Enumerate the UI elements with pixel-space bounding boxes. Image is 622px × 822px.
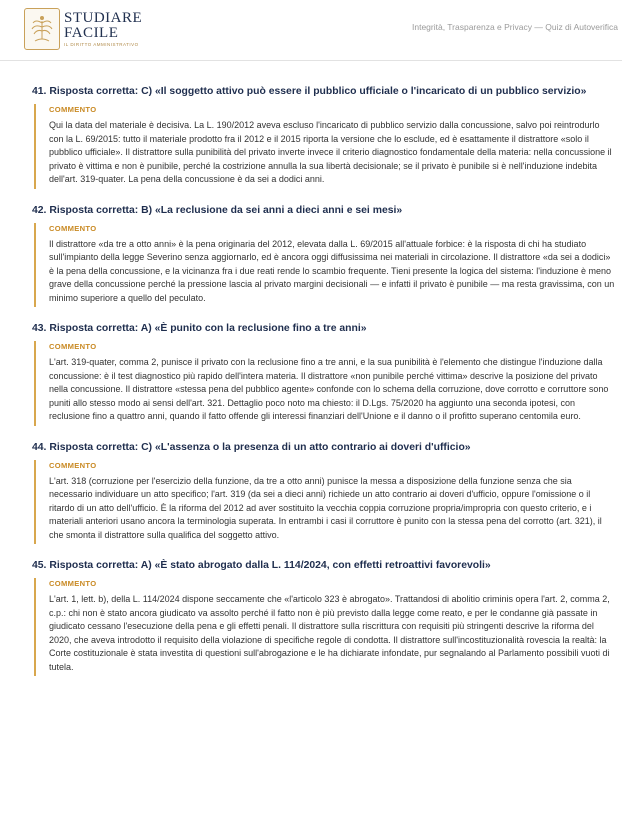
comment-text: L'art. 1, lett. b), della L. 114/2024 dispone seccamente che «l'articolo 323 è abrogato». Trattandosi di abolitio criminis opera l'art. 2, comma 2, c.p.: chi non è stato ancora giudicato va assolto perché il fatto non è più previsto dalla legge come reato, e per le condanne già passate in giudicato cessano l'esecuzione della pena e gli effetti penali. Il distrattore sulla riscrittura con requisiti più stringenti descrive la riforma del 2020, che aveva introdotto il requisito della violazione di specifiche regole di condotta. Il distrattore sull'incostituzionalità rovescia la realtà: la Corte costituzionale è stata investita di questioni sull'abrogazione e le ha dichiarate infondate, pur segnalando al Parlamento possibili vuoti di tutela. <box>49 594 610 672</box>
answer-item <box>32 441 616 545</box>
comment-block <box>34 460 616 545</box>
comment-label: COMMENTO <box>49 223 97 233</box>
comment-block <box>34 223 616 308</box>
answer-title: 41. Risposta corretta: C) «Il soggetto attivo può essere il pubblico ufficiale o l'incaricato di un pubblico servizio» <box>32 86 587 97</box>
comment-block <box>34 341 616 426</box>
answers-list <box>32 85 616 691</box>
comment-text: L'art. 318 (corruzione per l'esercizio della funzione, da tre a otto anni) punisce la messa a disposizione della funzione senza che sia necessario individuare un atto specifico; l'art. 319 (da sei a dieci anni) richiede un atto contrario ai doveri d'ufficio, oppure l'omissione o il ritardo di un atto dell'ufficio. È la riforma del 2012 ad aver sostituito la vecchia coppia corruzione propria/impropria con questo criterio, e i materiali anteriori usano ancora la terminologia superata. In entrambi i casi il corruttore è punito con la stessa pena del corrotto (art. 321), il che smonta il distrattore sulla qualifica del soggetto attivo. <box>49 475 602 540</box>
answer-item <box>32 204 616 308</box>
site-logo[interactable] <box>24 8 164 52</box>
comment-text: Il distrattore «da tre a otto anni» è la pena originaria del 2012, elevata dalla L. 69/2015 all'attuale forbice: è la risposta di chi ha studiato sull'impianto della legge Severino senza aggiornarlo, ed è ancora oggi diffusissima nei materiali in circolazione. Il distrattore «da sei a dodici» è la pena della concussione, e la vicinanza fra i due reati rende lo scambio frequente. Tieni presente la logica del sistema: l'induzione è meno grave della concussione perché la pressione lascia al privato margini decisionali — e infatti il privato è punibile — ma resta gravissima, con un minimo superiore a quello del peculato. <box>49 238 615 303</box>
comment-label: COMMENTO <box>49 105 97 114</box>
answer-title: 44. Risposta corretta: C) «L'assenza o la presenza di un atto contrario ai doveri d'ufficio» <box>32 441 471 453</box>
comment-block <box>34 104 616 189</box>
logo-emblem-icon <box>24 8 60 50</box>
comment-block <box>34 578 616 676</box>
answer-title: 43. Risposta corretta: A) «È punito con la reclusione fino a tre anni» <box>32 323 367 334</box>
answer-title: 45. Risposta corretta: A) «È stato abrogato dalla L. 114/2024, con effetti retroattivi favorevoli» <box>32 560 491 571</box>
comment-label: COMMENTO <box>49 460 97 470</box>
answer-item <box>32 85 616 189</box>
comment-label: COMMENTO <box>49 579 97 588</box>
logo-tagline: IL DIRITTO AMMINISTRATIVO <box>64 42 139 47</box>
logo-title-line1: STUDIARE <box>64 10 143 26</box>
answer-item <box>32 322 616 426</box>
header-breadcrumb: Integrità, Trasparenza e Privacy — Quiz di Autoverifica <box>412 22 618 32</box>
comment-text: L'art. 319-quater, comma 2, punisce il privato con la reclusione fino a tre anni, e la sua punibilità è l'elemento che distingue l'induzione dalla concussione: è il test diagnostico più rapido dell'intera materia. Il distrattore «non punibile perché vittima» descrive la posizione del privato nella concussione. Il distrattore «stessa pena del pubblico agente» confonde con lo schema della corruzione, dove corrotto e corruttore sono puniti allo stesso modo ai sensi dell'art. 321. Dettaglio poco noto ma chiesto: il D.Lgs. 75/2020 ha aggiunto una seconda ipotesi, con reclusione fino a quattro anni, quando il fatto offende gli interessi finanziari dell'Unione e il danno o il profitto superano centomila euro. <box>49 357 609 421</box>
comment-label: COMMENTO <box>49 342 97 351</box>
answer-item <box>32 559 616 676</box>
page-header <box>0 0 622 61</box>
answer-title: 42. Risposta corretta: B) «La reclusione da sei anni a dieci anni e sei mesi» <box>32 204 403 216</box>
comment-text: Qui la data del materiale è decisiva. La L. 190/2012 aveva escluso l'incaricato di pubblico servizio dalla concussione, salvo poi reintrodurlo con la L. 69/2015: tutto il materiale prodotto fra il 2012 e il 2015 riporta la versione che lo esclude, ed è esattamente il distrattore «solo il pubblico ufficiale». Il distrattore sulla punibilità del privato inverte invece il criterio diagnostico fondamentale della materia: nella concussione il privato è vittima e non è punibile, perché la costrizione annulla la sua libertà decisionale; se il privato è punibile si è nell'induzione indebita dell'art. 319-quater. La pena della concussione è da sei a dodici anni. <box>49 120 612 184</box>
logo-title-line2: FACILE <box>64 25 119 41</box>
